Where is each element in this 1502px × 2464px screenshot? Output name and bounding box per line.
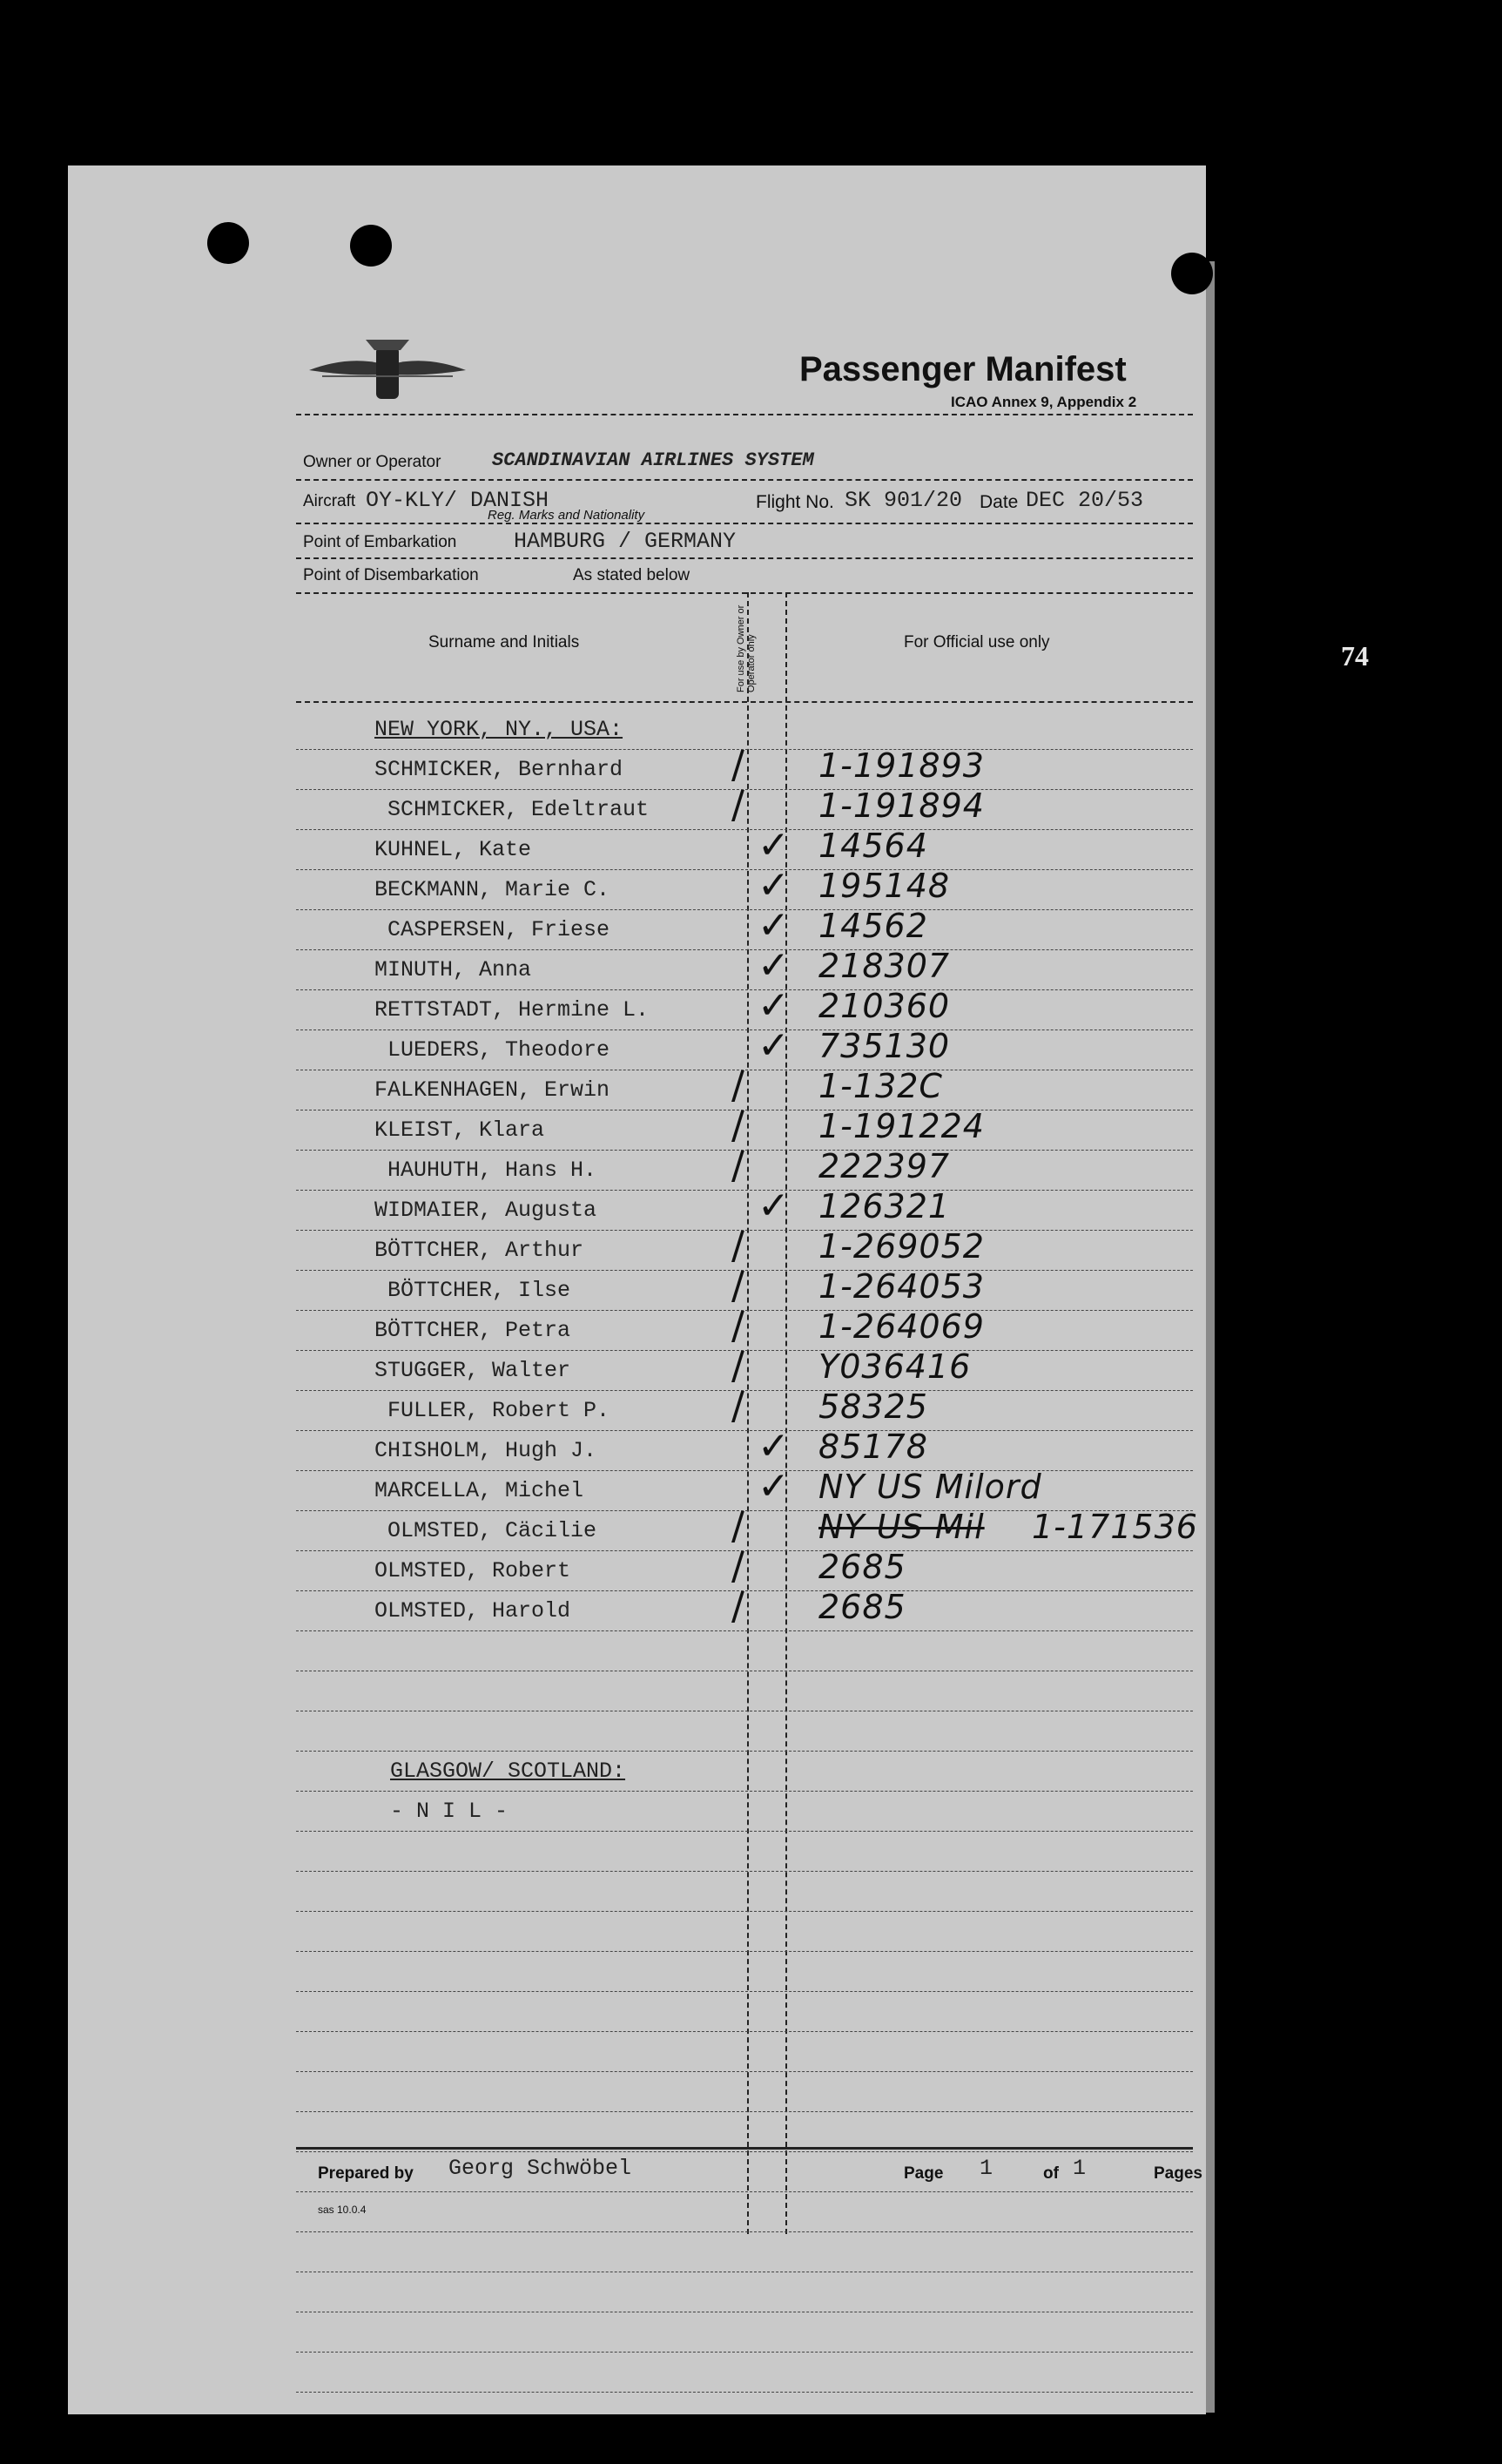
page-label: Page xyxy=(904,2164,944,2183)
page-value: 1 xyxy=(980,2156,993,2181)
divider xyxy=(296,557,1193,559)
official-number: 1-269052 xyxy=(818,1227,985,1266)
embark-label: Point of Embarkation xyxy=(303,533,457,551)
passenger-name: OLMSTED, Cäcilie xyxy=(387,1518,597,1543)
table-row xyxy=(296,743,1193,790)
column-header-owner: For use by Owner or Operator only xyxy=(736,604,757,692)
check-mark-icon: ✓ xyxy=(758,863,790,908)
passenger-name: RETTSTADT, Hermine L. xyxy=(374,997,650,1023)
of-value: 1 xyxy=(1073,2156,1087,2181)
table-row xyxy=(296,1544,1193,1591)
check-mark-icon: ✓ xyxy=(758,903,790,948)
column-header-name: Surname and Initials xyxy=(428,633,580,651)
embark-value: HAMBURG / GERMANY xyxy=(514,529,737,554)
check-mark-icon: / xyxy=(731,1144,744,1188)
prepared-value: Georg Schwöbel xyxy=(448,2156,632,2181)
table-row xyxy=(296,2192,1193,2232)
official-number: NY US Milord xyxy=(818,1468,1042,1506)
passenger-name: MINUTH, Anna xyxy=(374,957,532,982)
check-mark-icon: ✓ xyxy=(758,1023,790,1068)
flight-label: Flight No. xyxy=(756,492,834,512)
table-row xyxy=(296,1504,1198,1551)
official-number: 2685 xyxy=(818,1548,906,1586)
table-row xyxy=(296,983,1193,1030)
divider xyxy=(296,479,1193,481)
check-mark-icon: ✓ xyxy=(758,943,790,988)
check-mark-icon: ✓ xyxy=(758,1424,790,1468)
official-number: Y036416 xyxy=(818,1347,972,1386)
table-row xyxy=(296,1424,1193,1471)
sheet-edge xyxy=(1206,261,1215,2413)
table-row xyxy=(296,1063,1193,1110)
official-number: 1-191894 xyxy=(818,786,985,825)
passenger-name: OLMSTED, Harold xyxy=(374,1598,571,1624)
table-row xyxy=(296,1711,1193,1752)
divider xyxy=(296,592,1193,594)
check-mark-icon: / xyxy=(731,1264,744,1308)
owner-value: SCANDINAVIAN AIRLINES SYSTEM xyxy=(492,449,814,471)
pages-label: Pages xyxy=(1154,2164,1202,2183)
check-mark-icon: / xyxy=(731,1344,744,1388)
passenger-table xyxy=(296,710,1198,2393)
check-mark-icon: / xyxy=(731,1384,744,1428)
official-number: 218307 xyxy=(818,947,951,985)
punch-hole xyxy=(1315,257,1357,299)
official-number: 1-264069 xyxy=(818,1307,985,1346)
punch-hole xyxy=(207,222,249,264)
table-row xyxy=(296,1872,1193,1912)
table-row xyxy=(296,1584,1193,1631)
table-row xyxy=(296,2312,1193,2353)
passenger-name: LUEDERS, Theodore xyxy=(387,1037,610,1063)
divider xyxy=(296,414,1193,415)
table-row xyxy=(296,1912,1193,1952)
official-number: 222397 xyxy=(818,1147,951,1185)
column-header-official: For Official use only xyxy=(904,633,1050,651)
table-row xyxy=(296,2032,1193,2072)
passenger-name: CHISHOLM, Hugh J. xyxy=(374,1438,597,1463)
date-value: DEC 20/53 xyxy=(1026,488,1144,513)
official-number: 1-264053 xyxy=(818,1267,985,1306)
table-row xyxy=(296,1992,1193,2032)
official-number: 85178 xyxy=(818,1428,928,1466)
passenger-name: FALKENHAGEN, Erwin xyxy=(374,1077,610,1103)
reg-note: Reg. Marks and Nationality xyxy=(488,508,645,523)
airline-logo xyxy=(305,331,470,409)
table-row xyxy=(296,2232,1193,2272)
table-row xyxy=(296,1952,1193,1992)
check-mark-icon: ✓ xyxy=(758,823,790,867)
divider xyxy=(296,523,1193,524)
table-row xyxy=(296,943,1193,990)
check-mark-icon: ✓ xyxy=(758,1184,790,1228)
destination-note-row xyxy=(296,1792,1193,1832)
passenger-name: FULLER, Robert P. xyxy=(387,1398,610,1423)
passenger-name: OLMSTED, Robert xyxy=(374,1558,571,1583)
margin-number: 74 xyxy=(1341,640,1369,672)
punch-hole xyxy=(1171,253,1213,294)
official-number: 1-191224 xyxy=(818,1107,985,1145)
check-mark-icon: ✓ xyxy=(758,1464,790,1509)
table-row xyxy=(296,1023,1193,1070)
aircraft-value: OY-KLY/ DANISH xyxy=(366,488,549,513)
table-row xyxy=(296,823,1193,870)
check-mark-icon: / xyxy=(731,1584,744,1629)
official-number: 58325 xyxy=(818,1387,928,1426)
footer-divider xyxy=(296,2147,1193,2150)
table-row xyxy=(296,1184,1193,1231)
official-number: NY US Mil xyxy=(818,1508,985,1546)
table-row xyxy=(296,1384,1193,1431)
check-mark-icon: / xyxy=(731,1544,744,1589)
destination-heading: NEW YORK, NY., USA: xyxy=(374,717,623,742)
passenger-name: SCHMICKER, Edeltraut xyxy=(387,797,650,822)
official-number-extra: 1-171536 xyxy=(1032,1508,1198,1546)
passenger-name: HAUHUTH, Hans H. xyxy=(387,1158,597,1183)
passenger-name: KLEIST, Klara xyxy=(374,1117,545,1143)
form-code: sas 10.0.4 xyxy=(318,2204,367,2216)
table-row xyxy=(296,1631,1193,1671)
official-number: 735130 xyxy=(818,1027,951,1065)
table-row xyxy=(296,1224,1193,1271)
aircraft-label: Aircraft xyxy=(303,492,356,510)
official-number: 1-191893 xyxy=(818,746,985,785)
destination-row xyxy=(296,1752,1193,1792)
passenger-name: BÖTTCHER, Ilse xyxy=(387,1278,571,1303)
check-mark-icon: / xyxy=(731,1063,744,1108)
official-number: 210360 xyxy=(818,987,951,1025)
passenger-name: BECKMANN, Marie C. xyxy=(374,877,610,902)
passenger-name: BÖTTCHER, Arthur xyxy=(374,1238,584,1263)
check-mark-icon: / xyxy=(731,743,744,787)
official-number: 14564 xyxy=(818,827,928,865)
table-row xyxy=(296,1344,1193,1391)
owner-label: Owner or Operator xyxy=(303,453,441,471)
table-row xyxy=(296,1264,1193,1311)
passenger-name: MARCELLA, Michel xyxy=(374,1478,584,1503)
date-label: Date xyxy=(980,492,1019,512)
check-mark-icon: / xyxy=(731,783,744,827)
table-row xyxy=(296,863,1193,910)
official-number: 195148 xyxy=(818,867,951,905)
table-row xyxy=(296,2072,1193,2112)
table-row xyxy=(296,1671,1193,1711)
check-mark-icon: ✓ xyxy=(758,983,790,1028)
table-row xyxy=(296,1104,1193,1151)
check-mark-icon: / xyxy=(731,1224,744,1268)
destination-row xyxy=(296,710,1193,750)
destination-note: - N I L - xyxy=(390,1799,509,1824)
table-row xyxy=(296,783,1193,830)
official-number: 1-132C xyxy=(818,1067,943,1105)
table-row xyxy=(296,1144,1193,1191)
passenger-name: KUHNEL, Kate xyxy=(374,837,532,862)
flight-value: SK 901/20 xyxy=(845,488,963,513)
disembark-value: As stated below xyxy=(573,566,690,584)
table-row xyxy=(296,1304,1193,1351)
table-row xyxy=(296,2353,1193,2393)
passenger-name: WIDMAIER, Augusta xyxy=(374,1198,597,1223)
passenger-name: STUGGER, Walter xyxy=(374,1358,571,1383)
table-row xyxy=(296,1832,1193,1872)
punch-hole xyxy=(350,225,392,267)
table-row xyxy=(296,2272,1193,2312)
table-row xyxy=(296,903,1193,950)
official-number: 126321 xyxy=(818,1187,951,1225)
passenger-name: CASPERSEN, Friese xyxy=(387,917,610,942)
page-subtitle: ICAO Annex 9, Appendix 2 xyxy=(951,394,1137,410)
official-number: 2685 xyxy=(818,1588,906,1626)
passenger-name: SCHMICKER, Bernhard xyxy=(374,757,623,782)
table-row xyxy=(296,1464,1193,1511)
check-mark-icon: / xyxy=(731,1504,744,1549)
of-label: of xyxy=(1043,2164,1059,2183)
page-title: Passenger Manifest xyxy=(799,350,1127,388)
check-mark-icon: / xyxy=(731,1104,744,1148)
official-number: 14562 xyxy=(818,907,928,945)
passenger-name: BÖTTCHER, Petra xyxy=(374,1318,571,1343)
divider xyxy=(296,701,1193,703)
disembark-label: Point of Disembarkation xyxy=(303,566,479,584)
prepared-label: Prepared by xyxy=(318,2164,414,2183)
check-mark-icon: / xyxy=(731,1304,744,1348)
manifest-form xyxy=(296,414,1202,2234)
destination-heading-2: GLASGOW/ SCOTLAND: xyxy=(390,1759,626,1784)
